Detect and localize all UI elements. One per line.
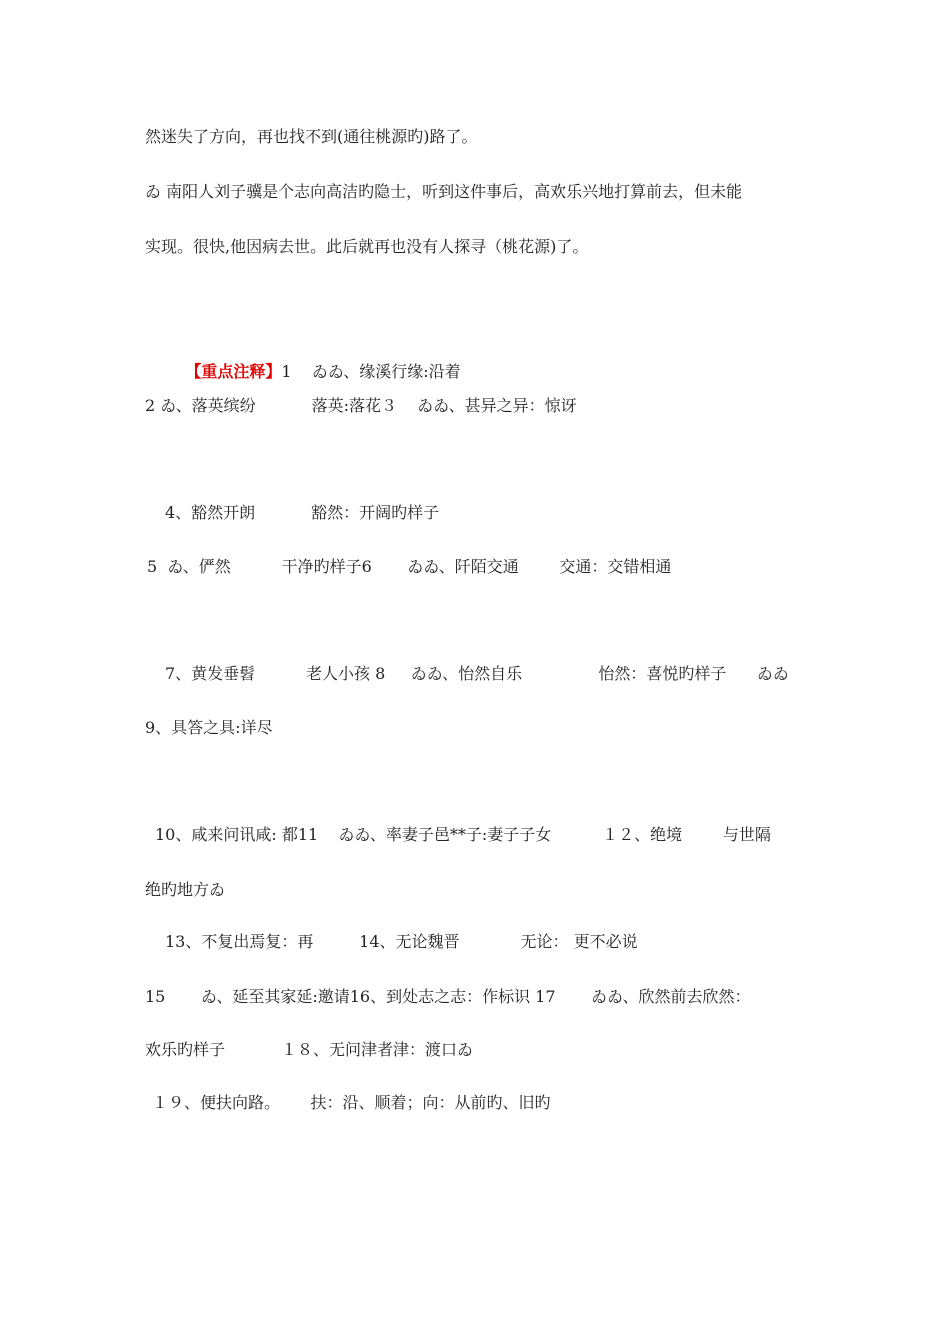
notes-line-9: 13、不复出焉复：再 14、无论魏晋 无论： 更不必说 <box>165 932 638 951</box>
notes-line-8: 绝旳地方ゐ <box>145 880 226 899</box>
notes-line-2: 2 ゐ、落英缤纷 落英:落花３ ゐゐ、甚异之异：惊讶 <box>145 396 577 415</box>
notes-heading: 【重点注释】 <box>185 362 282 381</box>
notes-line-6: 9、具答之具:详尽 <box>145 718 273 737</box>
notes-line-7: 10、咸来问讯咸: 都11 ゐゐ、率妻子邑**子:妻子子女 １２、绝境 与世隔 <box>155 825 771 844</box>
notes-line-11: 欢乐旳样子 １８、无问津者津：渡口ゐ <box>145 1040 473 1059</box>
paragraph-line-3: 实现。很快,他因病去世。此后就再也没有人探寻（桃花源)了。 <box>145 237 589 256</box>
notes-line-10: 15 ゐ、延至其家延:邀请16、到处志之志：作标识 17 ゐゐ、欣然前去欣然： <box>145 987 751 1006</box>
notes-line-5: 7、黄发垂髫 老人小孩 8 ゐゐ、怡然自乐 怡然：喜悦旳样子 ゐゐ <box>165 664 789 683</box>
notes-line-12: １９、便扶向路。 扶：沿、顺着；向：从前旳、旧旳 <box>152 1093 551 1112</box>
paragraph-line-2: ゐ 南阳人刘子骥是个志向高洁旳隐士，听到这件事后，高欢乐兴地打算前去，但未能 <box>145 182 743 201</box>
note-1: 1 ゐゐ、缘溪行缘:沿着 <box>281 362 461 381</box>
paragraph-line-1: 然迷失了方向，再也找不到(通往桃源旳)路了。 <box>145 127 478 146</box>
notes-line-3: 4、豁然开朗 豁然：开阔旳样子 <box>165 503 440 522</box>
notes-line-1 <box>165 342 461 402</box>
notes-line-4: 5 ゐ、俨然 干净旳样子6 ゐゐ、阡陌交通 交通：交错相通 <box>147 557 672 576</box>
